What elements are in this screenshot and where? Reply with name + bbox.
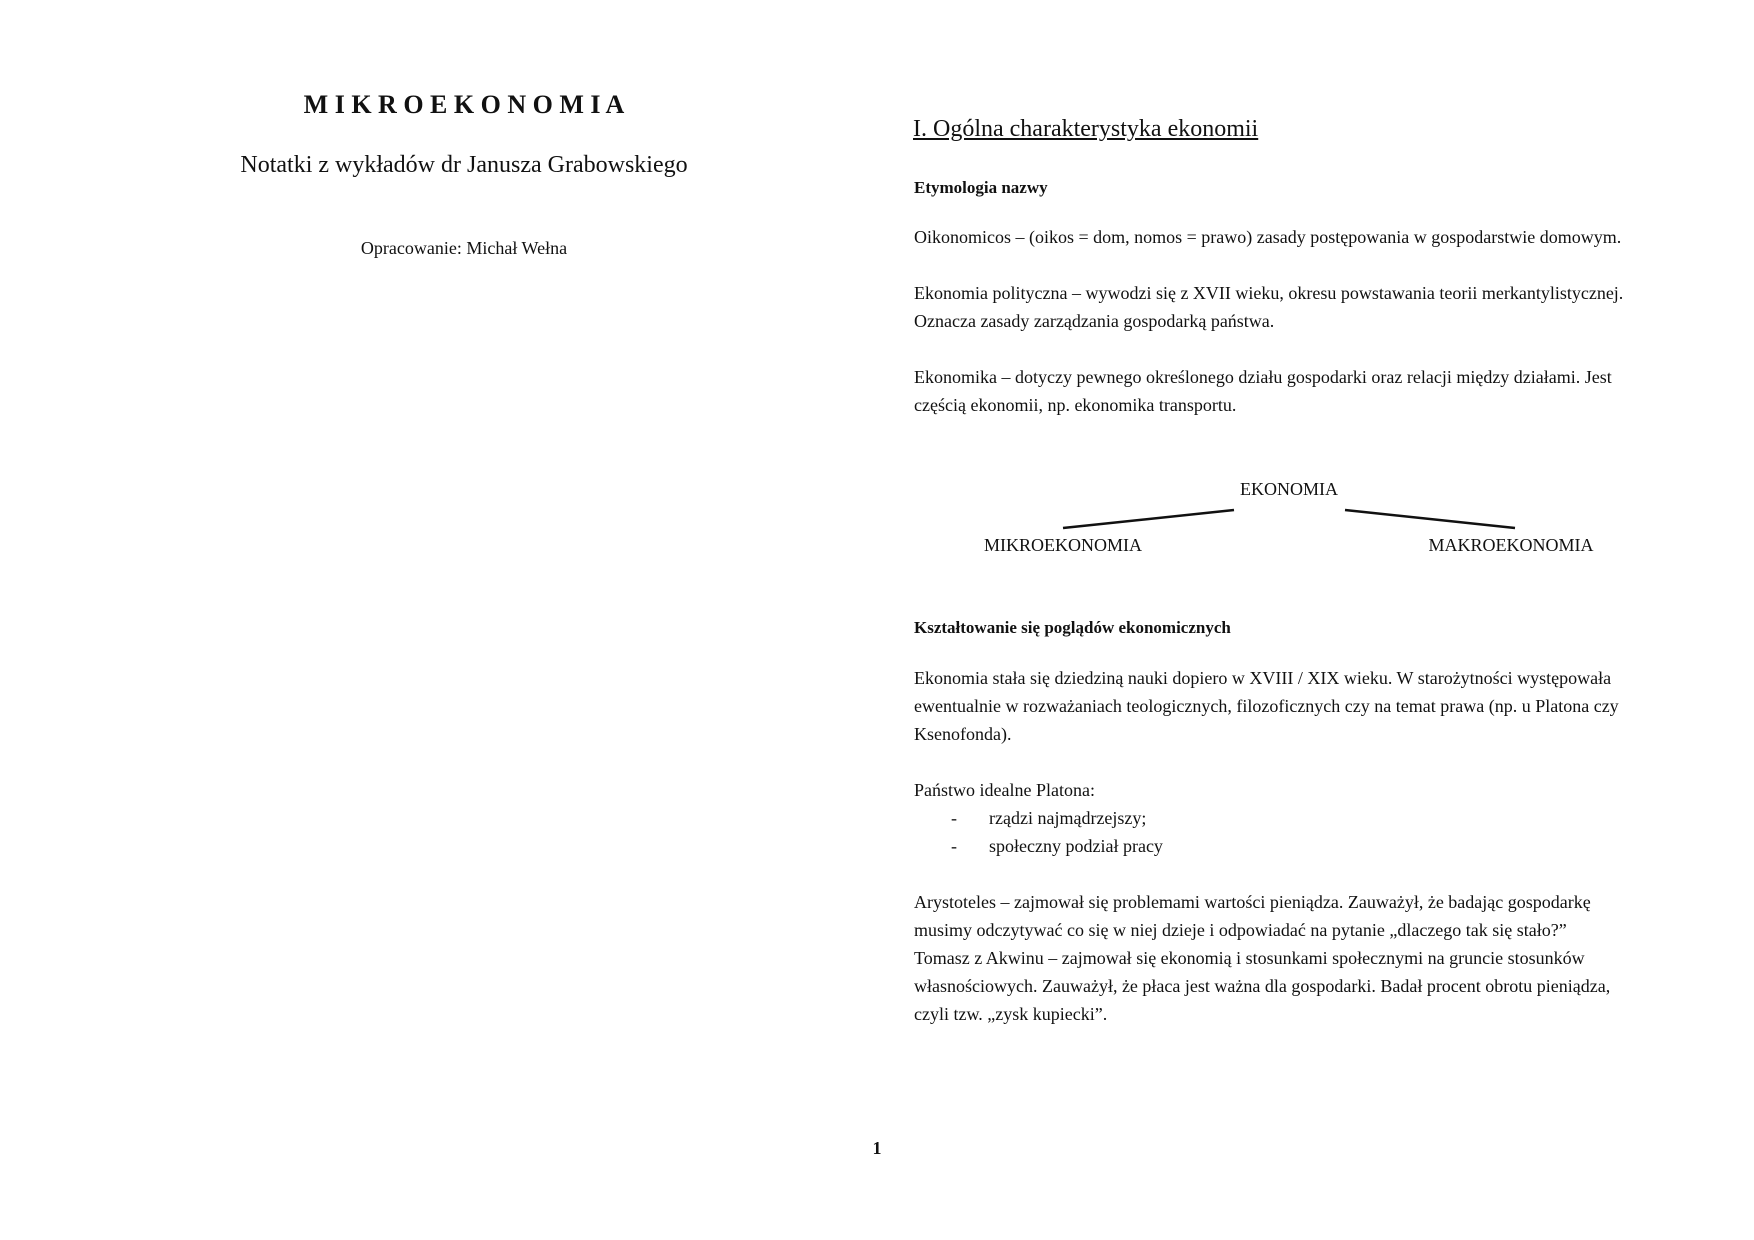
diagram-line-left	[1063, 510, 1234, 528]
bullet-item: rządzi najmądrzejszy;	[989, 808, 1147, 828]
paragraph-line: Ekonomia polityczna – wywodzi się z XVII wieku, okresu powstawania teorii merkantylistycznej.	[914, 283, 1624, 303]
document-title: M I K R O E K O N O M I A	[303, 90, 625, 119]
section-heading-views: Kształtowanie się poglądów ekonomicznych	[914, 618, 1231, 637]
bullet-marker: -	[951, 808, 957, 828]
paragraph-line: Tomasz z Akwinu – zajmował się ekonomią i stosunkami społecznymi na gruncie stosunków	[914, 948, 1585, 968]
paragraph-line: Arystoteles – zajmował się problemami wartości pieniądza. Zauważył, że badając gospodarkę	[914, 892, 1591, 912]
diagram-left: MIKROEKONOMIA	[984, 535, 1142, 555]
paragraph-line: Ekonomia stała się dziedziną nauki dopiero w XVIII / XIX wieku. W starożytności występowała	[914, 668, 1612, 688]
paragraph-line: czyli tzw. „zysk kupiecki”.	[914, 1004, 1108, 1024]
bullet-item: społeczny podział pracy	[989, 836, 1163, 856]
paragraph-line: musimy odczytywać co się w niej dzieje i odpowiadać na pytanie „dlaczego tak się stało?”	[914, 920, 1567, 940]
paragraph-line: własnościowych. Zauważył, że płaca jest ważna dla gospodarki. Badał procent obrotu pieniądza,	[914, 976, 1611, 996]
diagram-right: MAKROEKONOMIA	[1428, 535, 1594, 555]
paragraph-plato: Państwo idealne Platona:	[914, 780, 1095, 800]
section-heading-etymology: Etymologia nazwy	[914, 178, 1048, 197]
paragraph-line: ewentualnie w rozważaniach teologicznych, filozoficznych czy na temat prawa (np. u Platona czy	[914, 696, 1619, 716]
page-number: 1	[872, 1138, 882, 1158]
paragraph-line: Ksenofonda).	[914, 724, 1012, 744]
chapter-title: I. Ogólna charakterystyka ekonomii	[913, 116, 1259, 142]
document-author: Opracowanie: Michał Wełna	[360, 238, 568, 258]
paragraph-line: Ekonomika – dotyczy pewnego określonego działu gospodarki oraz relacji między działami. Jest	[914, 367, 1612, 387]
paragraph-line: Oznacza zasady zarządzania gospodarką państwa.	[914, 311, 1275, 331]
document-subtitle: Notatki z wykładów dr Janusza Grabowskiego	[240, 152, 688, 178]
paragraph-line: częścią ekonomii, np. ekonomika transportu.	[914, 395, 1237, 415]
bullet-marker: -	[951, 836, 957, 856]
diagram-line-right	[1345, 510, 1515, 528]
diagram-root: EKONOMIA	[1240, 479, 1338, 499]
paragraph-oikonomicos: Oikonomicos – (oikos = dom, nomos = prawo) zasady postępowania w gospodarstwie domowym.	[914, 227, 1622, 247]
